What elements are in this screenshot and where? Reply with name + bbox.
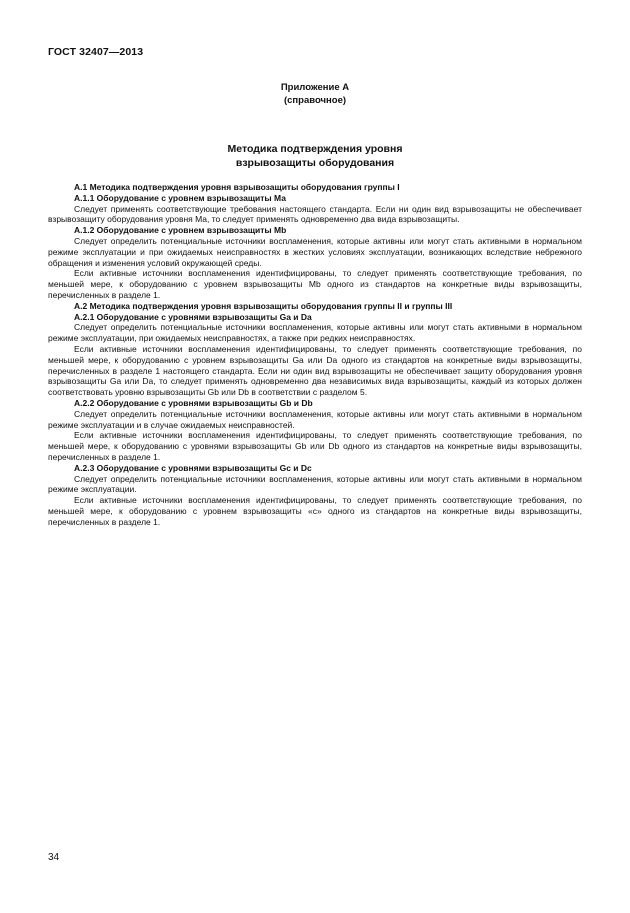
paragraph-a2-3-2: Если активные источники воспламенения идентифицированы, то следует применять соответствующие требования, по меньшей мере, к оборудованию с уровнем взрывозащиты «с» одного из стандартов на конкретные виды взрывозащиты, перечисленных в разделе 1. [48, 495, 582, 527]
paragraph-a2-3-1: Следует определить потенциальные источники воспламенения, которые активны или могут стать активными в нормальном режиме эксплуатации. [48, 473, 582, 495]
annex-title: Приложение А [280, 82, 350, 93]
heading-a2: А.2 Методика подтверждения уровня взрывозащиты оборудования группы II и группы III [74, 300, 453, 311]
section-title-line1: Методика подтверждения уровня [227, 143, 403, 155]
paragraph-a2-2-1: Следует определить потенциальные источники воспламенения, которые активны или могут стать активными в нормальном режиме эксплуатации и в случае ожидаемых неисправностей. [48, 408, 582, 430]
paragraph-a1-2-1: Следует определить потенциальные источники воспламенения, которые активны или могут стать активными в нормальном режиме эксплуатации и при ожидаемых неисправностях в жестких условиях эксплуатации, возникающих вследствие небрежного обращения и изменения условий окружающей среды. [48, 235, 582, 268]
heading-a2-1: А.2.1 Оборудование с уровнями взрывозащиты Ga и Da [74, 311, 312, 322]
heading-a2-3: А.2.3 Оборудование с уровнями взрывозащиты Gc и Dc [74, 462, 312, 473]
paragraph-a2-2-2: Если активные источники воспламенения идентифицированы, то следует применять соответствующие требования, по меньшей мере, к оборудованию с уровнями взрывозащиты Gb или Db одного из стандартов на конкретные виды взрывозащиты, перечисленных в разделе 1. [48, 430, 582, 462]
page-number: 34 [48, 852, 60, 863]
paragraph-a1-2-2: Если активные источники воспламенения идентифицированы, то следует применять соответствующие требования, по меньшей мере, к оборудованию с уровнем взрывозащиты Mb одного из стандартов на конкретные виды взрывозащиты, перечисленных в разделе 1. [48, 268, 582, 300]
heading-a1-2: А.1.2 Оборудование с уровнем взрывозащиты Mb [74, 225, 287, 236]
heading-a1-1: А.1.1 Оборудование с уровнем взрывозащиты Ма [74, 192, 286, 203]
paragraph-a2-1-1: Следует определить потенциальные источники воспламенения, которые активны или могут стать активными в нормальном режиме эксплуатации, при ожидаемых неисправностях, а также при редких неисправностях. [48, 322, 582, 344]
section-title-line2: взрывозащиты оборудования [235, 157, 395, 169]
heading-a1: А.1 Методика подтверждения уровня взрывозащиты оборудования группы I [74, 182, 400, 192]
paragraph-a1-1: Следует применять соответствующие требования настоящего стандарта. Если ни один вид взрывозащиты не обеспечивает взрывозащиту оборудования уровня Ма, то следует применять одновременно два вида взрывозащиты. [48, 203, 582, 225]
heading-a2-2: А.2.2 Оборудование с уровнями взрывозащиты Gb и Db [74, 397, 313, 408]
paragraph-a2-1-2: Если активные источники воспламенения идентифицированы, то следует применять соответствующие требования, по меньшей мере, к оборудованию с уровнем взрывозащиты Ga или Da одного из стандартов на конкретные виды взрывозащиты, перечисленных в разделе 1 настоящего стандарта. Если ни один вид взрывозащиты не обеспечивает защиту оборудования уровня взрывозащиты Ga или Da, то следует применять одновременно два независимых вида взрывозащиты, каждый из которых должен соответствовать уровню взрывозащиты Gb или Db в соответствии с разделом 5. [48, 343, 582, 398]
annex-subtitle: (справочное) [283, 95, 347, 106]
document-body [48, 182, 582, 528]
document-code: ГОСТ 32407—2013 [48, 46, 144, 58]
